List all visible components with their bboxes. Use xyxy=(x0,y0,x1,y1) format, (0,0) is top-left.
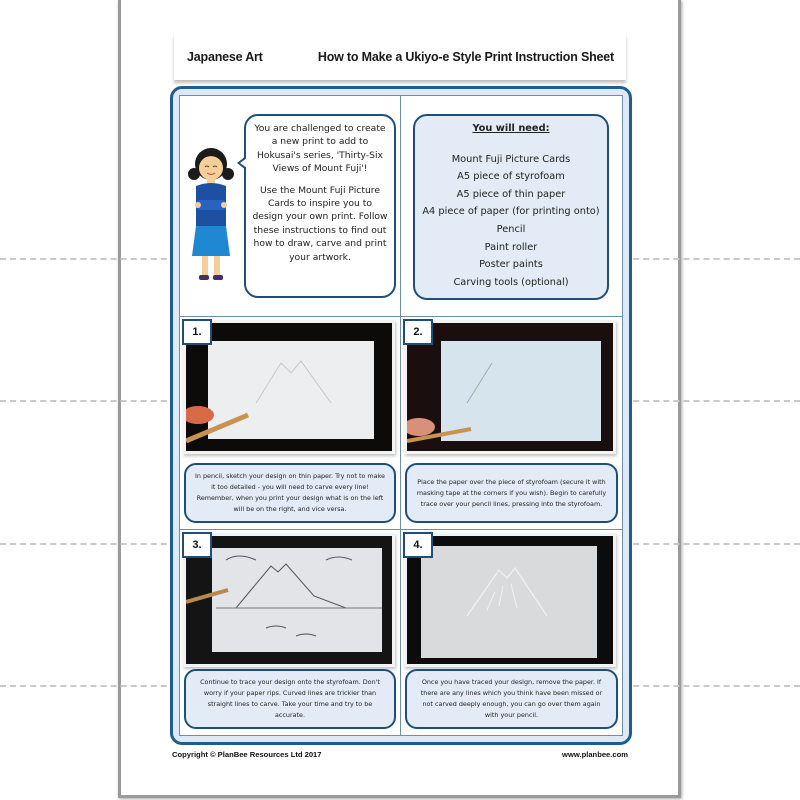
instruction-grid xyxy=(179,95,623,736)
step-4-caption: Once you have traced your design, remove the paper. If there are any lines which you think have been missed or not carved deeply enough, you can go over them again with your pencil. xyxy=(405,669,618,729)
step-3-caption: Continue to trace your design onto the styrofoam. Don't worry if your paper rips. Curved lines are trickier than straight lines to carve. Take your time and try to be accurate. xyxy=(184,669,396,729)
instruction-frame xyxy=(170,86,632,745)
step-1-cell xyxy=(180,317,401,530)
step-number-badge: 4. xyxy=(403,532,433,558)
materials-item: Pencil xyxy=(496,223,526,235)
page-footer xyxy=(172,750,628,759)
materials-item: A5 piece of styrofoam xyxy=(457,171,565,183)
challenge-text: You are challenged to create a new print to add to Hokusai's series, 'Thirty-Six Views of Mount Fuji'! xyxy=(254,123,386,175)
intro-cell xyxy=(180,96,401,317)
materials-item: A4 piece of paper (for printing onto) xyxy=(422,206,600,218)
step-number-badge: 2. xyxy=(403,319,433,345)
girl-character-illustration xyxy=(186,136,236,286)
materials-item: Paint roller xyxy=(484,241,538,253)
materials-list xyxy=(417,151,605,292)
step-2-caption: Place the paper over the piece of styrofoam (secure it with masking tape at the corners if you wish). Begin to carefully trace over your pencil lines, pressing into the styrofoam. xyxy=(405,463,618,523)
step-1-photo xyxy=(186,323,392,451)
step-3-photo xyxy=(186,536,392,664)
materials-item: Mount Fuji Picture Cards xyxy=(451,153,571,165)
step-2-photo xyxy=(407,323,613,451)
step-4-photo xyxy=(407,536,613,664)
website-link[interactable]: www.planbee.com xyxy=(562,750,628,759)
step-4-cell xyxy=(401,530,622,735)
materials-title: You will need: xyxy=(472,123,550,134)
page-header xyxy=(174,34,626,80)
page-title: How to Make a Ukiyo-e Style Print Instruction Sheet xyxy=(317,50,614,64)
materials-cell xyxy=(401,96,622,317)
step-2-cell xyxy=(401,317,622,530)
copyright-text: Copyright © PlanBee Resources Ltd 2017 xyxy=(172,750,322,759)
step-number-badge: 3. xyxy=(182,532,212,558)
step-number-badge: 1. xyxy=(182,319,212,345)
subject-label: Japanese Art xyxy=(187,50,263,64)
materials-item: A5 piece of thin paper xyxy=(456,188,566,200)
materials-item: Carving tools (optional) xyxy=(453,276,569,288)
step-3-cell xyxy=(180,530,401,735)
instructions-intro-text: Use the Mount Fuji Picture Cards to inspire you to design your own print. Follow these instructions to find out how to draw, carve and print your artwork. xyxy=(252,184,388,263)
challenge-speech-bubble xyxy=(244,114,396,298)
step-1-caption: In pencil, sketch your design on thin paper. Try not to make it too detailed - you will need to carve every line! Remember, when you print your design what is on the left will be on the right, and vice versa. xyxy=(184,463,396,523)
materials-box xyxy=(413,114,609,300)
materials-item: Poster paints xyxy=(479,259,543,271)
